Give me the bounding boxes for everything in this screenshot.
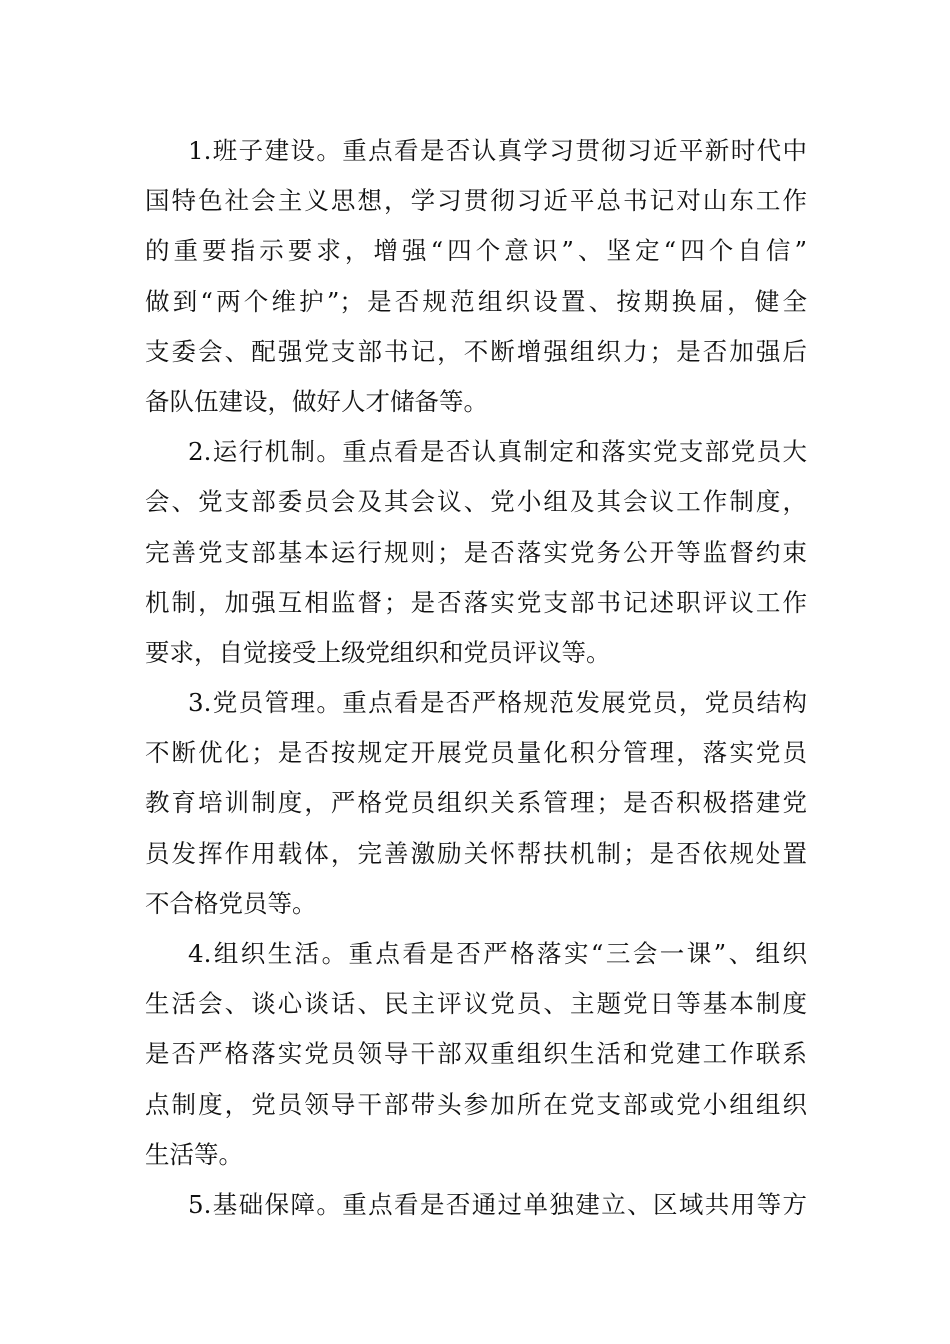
text-line: 2.运行机制。重点看是否认真制定和落实党支部党员大 bbox=[188, 437, 807, 467]
text-line: 备队伍建设，做好人才储备等。 bbox=[145, 386, 488, 416]
text-line: 教育培训制度，严格党员组织关系管理；是否积极搭建党 bbox=[145, 788, 807, 818]
paragraph-member-management bbox=[145, 678, 807, 929]
text-line: 做到“两个维护”；是否规范组织设置、按期换届，健全 bbox=[145, 286, 807, 316]
text-line: 机制，加强互相监督；是否落实党支部书记述职评议工作 bbox=[145, 587, 807, 617]
text-line: 3.党员管理。重点看是否严格规范发展党员，党员结构 bbox=[188, 688, 807, 718]
text-line: 点制度，党员领导干部带头参加所在党支部或党小组组织 bbox=[145, 1089, 807, 1119]
text-line: 会、党支部委员会及其会议、党小组及其会议工作制度， bbox=[145, 487, 807, 517]
text-line: 员发挥作用载体，完善激励关怀帮扶机制；是否依规处置 bbox=[145, 838, 807, 868]
text-line: 不合格党员等。 bbox=[145, 888, 317, 918]
paragraph-operating-mechanism bbox=[145, 427, 807, 678]
paragraph-organizational-life bbox=[145, 929, 807, 1180]
text-line: 生活会、谈心谈话、民主评议党员、主题党日等基本制度 bbox=[145, 989, 807, 1019]
text-line: 完善党支部基本运行规则；是否落实党务公开等监督约束 bbox=[145, 537, 807, 567]
paragraph-team-building bbox=[145, 126, 807, 427]
text-line: 4.组织生活。重点看是否严格落实“三会一课”、组织 bbox=[188, 939, 807, 968]
document-page bbox=[145, 126, 807, 1230]
text-line: 的重要指示要求，增强“四个意识”、坚定“四个自信” bbox=[145, 236, 807, 266]
text-line: 支委会、配强党支部书记，不断增强组织力；是否加强后 bbox=[145, 336, 807, 366]
text-line: 不断优化；是否按规定开展党员量化积分管理，落实党员 bbox=[145, 738, 807, 768]
paragraph-basic-guarantee bbox=[145, 1180, 807, 1230]
text-line: 国特色社会主义思想，学习贯彻习近平总书记对山东工作 bbox=[145, 186, 807, 216]
text-line: 要求，自觉接受上级党组织和党员评议等。 bbox=[145, 637, 611, 667]
text-line: 生活等。 bbox=[145, 1139, 243, 1169]
text-line: 是否严格落实党员领导干部双重组织生活和党建工作联系 bbox=[145, 1039, 807, 1069]
text-line: 5.基础保障。重点看是否通过单独建立、区域共用等方 bbox=[188, 1189, 807, 1219]
text-line: 1.班子建设。重点看是否认真学习贯彻习近平新时代中 bbox=[188, 136, 807, 165]
